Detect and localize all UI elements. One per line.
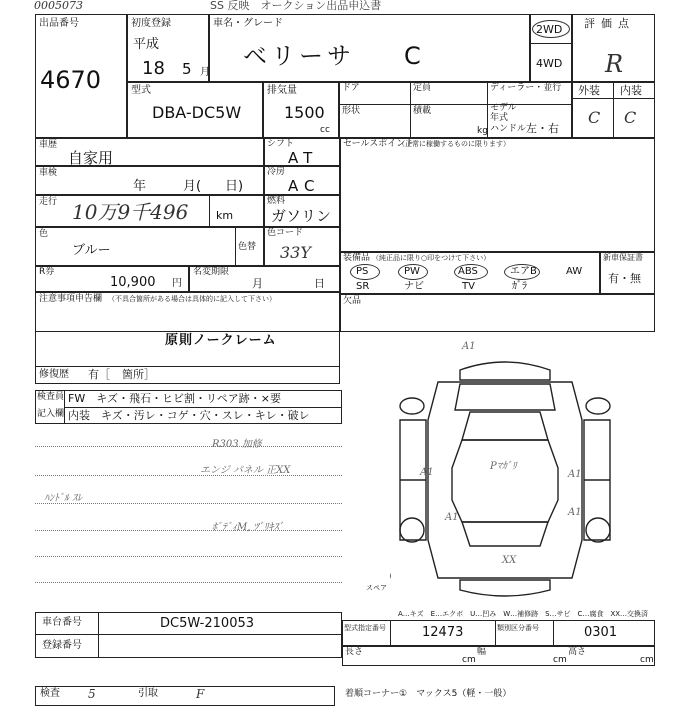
color-value: ブルー: [72, 243, 111, 258]
model-cert-sublabel: 類別区分番号: [497, 624, 539, 632]
dim-width-unit: cm: [553, 655, 567, 665]
equip-pw: PW: [404, 266, 420, 277]
mileage-value: 10万9千496: [72, 200, 189, 224]
manual-label: 新車保証書: [603, 253, 643, 262]
first-reg-label: 初度登録: [131, 18, 171, 29]
lot-number: 4670: [40, 66, 102, 94]
equip-aw: AW: [566, 266, 583, 277]
model-cert-label: 型式指定番号: [344, 624, 386, 632]
repair-close: 箇所］: [122, 368, 155, 381]
manual-value: 有・無: [608, 272, 641, 285]
displacement-unit: cc: [320, 125, 330, 135]
dim-width: 幅: [477, 647, 487, 657]
model-name-label: 車名・グレード: [213, 18, 283, 29]
model-cert-value: 12473: [422, 625, 464, 640]
dim-length-unit: cm: [462, 655, 476, 665]
recycle-value: 10,900: [110, 275, 156, 290]
capacity-label: 定員: [413, 83, 432, 93]
damage-legend: A…キズ E…エクボ U…凹み W…補修跡 S…サビ C…腐食 XX…交換済: [398, 610, 649, 618]
repair-value: 有［: [88, 368, 110, 381]
mark-rr: A1: [568, 507, 582, 518]
name-change-day: 日: [314, 277, 325, 290]
equip-airbag: エアB: [510, 266, 537, 277]
color-code-value: 33Y: [280, 243, 311, 262]
lot-label: 出品番号: [39, 18, 79, 29]
inspector-note-2: エンジ パネル 正XX: [200, 465, 291, 476]
name-change-month: 月: [252, 277, 263, 290]
color-code-label: 色コード: [267, 228, 304, 238]
ext-value: C: [588, 108, 601, 127]
ac-value: AC: [288, 177, 321, 195]
equip-sr: SR: [356, 281, 370, 292]
check-row2-label: 記入欄: [37, 409, 65, 419]
mark-rf: A1: [568, 469, 582, 480]
equip-other: ｶﾞﾗ: [512, 281, 527, 292]
shift-value: AT: [288, 149, 319, 167]
check-row2: 内装 キズ・汚レ・コゲ・穴・スレ・キレ・破レ: [68, 409, 310, 422]
inspector-note-1: R303 加修: [212, 439, 262, 450]
chassis-number: DC5W-210053: [160, 616, 255, 631]
model-cert-value2: 0301: [584, 625, 618, 640]
bottom-inspection-value: 5: [88, 687, 96, 701]
equipment-sublabel: （純正品に限り○印をつけて下さい）: [372, 254, 491, 262]
bottom-pull-label: 引取: [138, 688, 158, 699]
door-label: ドア: [342, 83, 360, 93]
notes-sublabel: （不具合箇所がある場合は具体的に記入して下さい）: [108, 295, 276, 303]
int-value: C: [624, 108, 637, 127]
first-reg-era: 平成: [133, 37, 160, 52]
recycle-label: R券: [39, 267, 55, 277]
equip-navi: ナビ: [404, 281, 424, 292]
inspection-month: 月(: [183, 179, 202, 194]
dim-height: 高さ: [568, 647, 587, 657]
color-label: 色: [39, 229, 49, 239]
sale-points-box: [340, 138, 655, 252]
recycle-unit: 円: [172, 278, 182, 289]
first-reg-month: 5: [182, 60, 192, 78]
notes-label: 注意事項申告欄: [39, 294, 103, 304]
drive-4wd: 4WD: [536, 57, 563, 70]
dim-height-unit: cm: [640, 655, 654, 665]
bottom-extra: 着順コーナー① マックス5（軽・一般）: [345, 689, 512, 699]
notes-text: 原則ノークレーム: [165, 333, 277, 348]
equip-ps: PS: [356, 266, 369, 277]
parts-label: 欠品: [343, 296, 362, 306]
inspection-year: 年: [133, 179, 147, 194]
sale-points-sublabel: （正常に稼働するものに限ります）: [398, 140, 510, 148]
mileage-unit: km: [216, 209, 234, 222]
mark-rear: XX: [502, 555, 517, 566]
score-label: 評価点: [584, 17, 635, 30]
name-change-label: 名変期限: [193, 267, 230, 277]
inspector-note-3: ﾊﾝﾄﾞﾙ ｽﾚ: [44, 493, 83, 504]
top-id-number: 0005073: [34, 0, 83, 12]
repair-label: 修復歴: [39, 369, 69, 380]
load-label: 積載: [413, 106, 432, 116]
history-value: 自家用: [68, 149, 114, 167]
load-unit: kg: [477, 126, 488, 136]
form-header: SS 反映 オークション出品申込書: [210, 0, 382, 12]
dealer-year-label: 年式: [490, 113, 509, 123]
mileage-label: 走行: [39, 197, 58, 207]
equip-tv: TV: [462, 281, 475, 292]
dealer-label: ディーラー・並行: [490, 83, 562, 93]
check-row1-label: 検査員: [37, 392, 65, 402]
model-name: ベリーサ: [243, 42, 355, 70]
history-label: 車歴: [39, 140, 58, 150]
mark-front: A1: [462, 341, 476, 352]
handle-label: ハンドル: [490, 124, 527, 134]
mark-lr: A1: [445, 512, 459, 523]
first-reg-month-unit: 月: [200, 67, 210, 78]
mark-hood: Pﾏｶﾞﾘ: [490, 461, 517, 472]
displacement-value: 1500: [284, 103, 325, 122]
check-row1: FW キズ・飛石・ヒビ割・リペア跡・×要: [68, 392, 281, 405]
fuel-label: 燃料: [267, 196, 286, 206]
ext-label: 外装: [578, 84, 600, 97]
displacement-label: 排気量: [267, 85, 297, 96]
equipment-label: 装備品: [343, 253, 371, 263]
bottom-pull-value: F: [196, 687, 205, 701]
first-reg-year: 18: [142, 58, 165, 79]
inspection-day: 日): [225, 179, 244, 194]
shift-label: シフト: [267, 139, 295, 149]
int-label: 内装: [620, 84, 642, 97]
inspection-label: 車検: [39, 168, 58, 178]
dealer-model-label: モデル: [490, 103, 517, 113]
score-value: R: [605, 50, 624, 78]
model-grade: C: [404, 42, 421, 70]
model-code: DBA-DC5W: [152, 103, 242, 122]
fuel-value: ガソリン: [271, 207, 332, 225]
color-change-label: 色替: [238, 242, 257, 252]
chassis-label: 車台番号: [42, 617, 82, 628]
handle-value: 左・右: [526, 122, 559, 135]
drive-2wd: 2WD: [536, 23, 563, 36]
equip-abs: ABS: [458, 266, 478, 277]
mark-lf: A1: [420, 467, 434, 478]
shape-label: 形状: [342, 106, 361, 116]
inspector-note-4: ﾎﾞﾃﾞｨM, ﾂﾞﾘｷｽﾞ: [212, 522, 284, 533]
registration-label: 登録番号: [42, 640, 82, 651]
spare-label: スペア: [366, 584, 387, 592]
sale-points-label: セールスポイント: [343, 139, 415, 149]
dim-length: 長さ: [345, 647, 364, 657]
ac-label: 冷房: [267, 167, 286, 177]
model-code-label: 型式: [131, 85, 151, 96]
bottom-inspection-label: 検査: [40, 688, 60, 699]
